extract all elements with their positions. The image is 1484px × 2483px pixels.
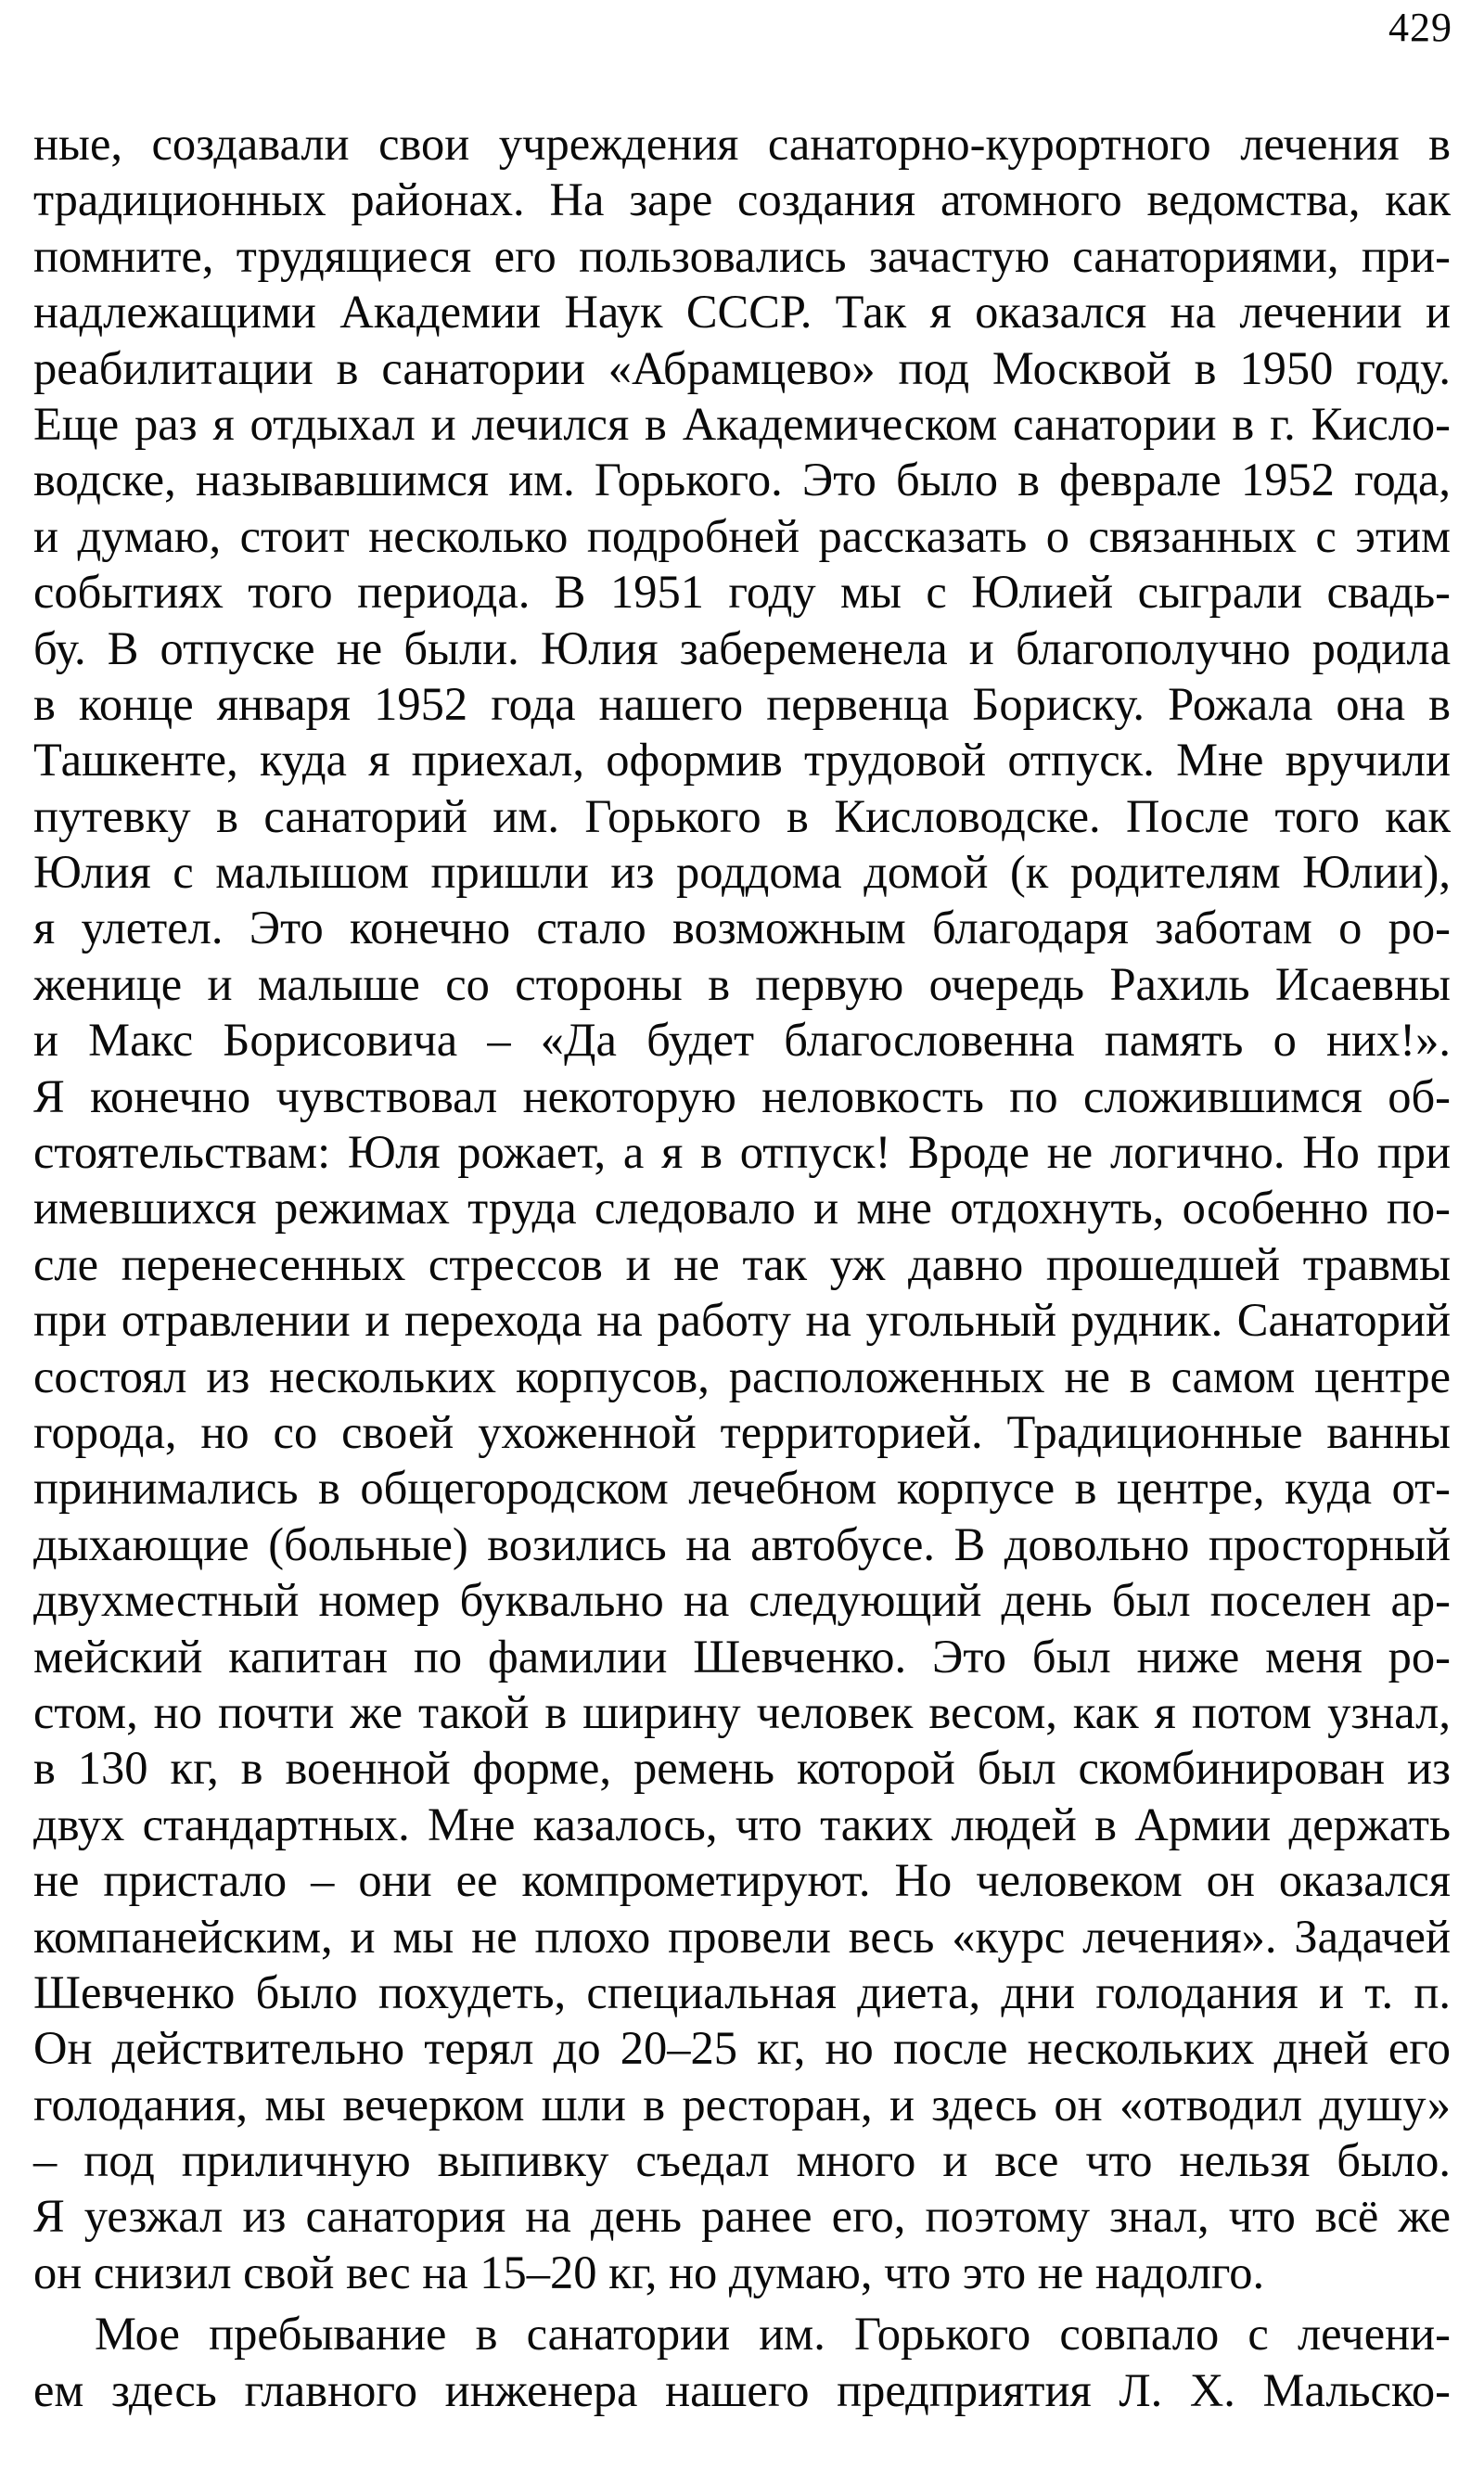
text-line: он снизил свой вес на 15–20 кг, но думаю, что это не надолго. bbox=[33, 2246, 1265, 2298]
text-line: женице и малыше со стороны в первую очередь Рахиль Исаевны bbox=[33, 957, 1451, 1010]
text-line: путевку в санаторий им. Горького в Кисловодске. После того как bbox=[33, 789, 1451, 842]
text-line: Еще раз я отдыхал и лечился в Академическом санатории в г. Кисло- bbox=[33, 397, 1451, 450]
text-line: в 130 кг, в военной форме, ремень которой был скомбинирован из bbox=[33, 1742, 1451, 1795]
text-line: города, но со своей ухоженной территорией. Традиционные ванны bbox=[33, 1405, 1451, 1458]
text-line: стоятельствам: Юля рожает, а я в отпуск! Вроде не логично. Но при bbox=[33, 1126, 1451, 1179]
text-line: мейский капитан по фамилии Шевченко. Это был ниже меня ро- bbox=[33, 1630, 1451, 1683]
text-line: состоял из нескольких корпусов, расположенных не в самом центре bbox=[33, 1350, 1451, 1402]
text-line: сле перенесенных стрессов и не так уж давно прошедшей травмы bbox=[33, 1237, 1451, 1290]
text-line: при отравлении и перехода на работу на угольный рудник. Санаторий bbox=[33, 1294, 1451, 1347]
text-line: двухместный номер буквально на следующий день был поселен ар- bbox=[33, 1574, 1451, 1627]
text-line: бу. В отпуске не были. Юлия забеременела и благополучно родила bbox=[33, 621, 1451, 674]
text-line: водске, называвшимся им. Горького. Это было в феврале 1952 года, bbox=[33, 454, 1451, 506]
paragraph-2 bbox=[33, 2306, 1451, 2418]
page-number: 429 bbox=[1388, 5, 1452, 50]
text-line: Мое пребывание в санатории им. Горького совпало с лечени- bbox=[95, 2308, 1451, 2361]
text-line: Юлия с малышом пришли из роддома домой (к родителям Юлии), bbox=[33, 846, 1451, 899]
text-line: имевшихся режимах труда следовало и мне отдохнуть, особенно по- bbox=[33, 1182, 1451, 1235]
text-line: Я уезжал из санатория на день ранее его, поэтому знал, что всё же bbox=[33, 2190, 1451, 2243]
text-line: ем здесь главного инженера нашего предприятия Л. Х. Мальско- bbox=[33, 2363, 1451, 2416]
text-line: Шевченко было похудеть, специальная диета, дни голодания и т. п. bbox=[33, 1965, 1451, 2018]
text-line: я улетел. Это конечно стало возможным благодаря заботам о ро- bbox=[33, 902, 1451, 954]
text-line: надлежащими Академии Наук СССР. Так я оказался на лечении и bbox=[33, 286, 1451, 339]
text-line: традиционных районах. На заре создания атомного ведомства, как bbox=[33, 173, 1451, 226]
text-line: событиях того периода. В 1951 году мы с Юлией сыграли свадь- bbox=[33, 566, 1451, 619]
text-line: и Макс Борисовича – «Да будет благословенна память о них!». bbox=[33, 1014, 1451, 1067]
text-line: в конце января 1952 года нашего первенца Бориску. Рожала она в bbox=[33, 677, 1451, 730]
text-line: Ташкенте, куда я приехал, оформив трудовой отпуск. Мне вручили bbox=[33, 734, 1451, 787]
text-line: и думаю, стоит несколько подробней рассказать о связанных с этим bbox=[33, 509, 1451, 562]
body-text bbox=[33, 116, 1451, 2418]
paragraph-1 bbox=[33, 116, 1451, 2300]
text-line: принимались в общегородском лечебном корпусе в центре, куда от- bbox=[33, 1462, 1451, 1515]
text-line: – под приличную выпивку съедал много и все что нельзя было. bbox=[33, 2134, 1451, 2187]
text-line: не пристало – они ее компрометируют. Но человеком он оказался bbox=[33, 1854, 1451, 1907]
text-line: ные, создавали свои учреждения санаторно-курортного лечения в bbox=[33, 118, 1451, 170]
text-line: компанейским, и мы не плохо провели весь «курс лечения». Задачей bbox=[33, 1910, 1451, 1963]
text-line: реабилитации в санатории «Абрамцево» под Москвой в 1950 году. bbox=[33, 341, 1451, 394]
text-line: дыхающие (больные) возились на автобусе. В довольно просторный bbox=[33, 1517, 1451, 1570]
text-line: помните, трудящиеся его пользовались зачастую санаториями, при- bbox=[33, 229, 1451, 282]
text-line: стом, но почти же такой в ширину человек весом, как я потом узнал, bbox=[33, 1685, 1451, 1738]
text-line: Он действительно терял до 20–25 кг, но после нескольких дней его bbox=[33, 2022, 1451, 2075]
text-line: Я конечно чувствовал некоторую неловкость по сложившимся об- bbox=[33, 1069, 1451, 1122]
text-line: голодания, мы вечерком шли в ресторан, и здесь он «отводил душу» bbox=[33, 2078, 1451, 2131]
text-line: двух стандартных. Мне казалось, что таких людей в Армии держать bbox=[33, 1798, 1451, 1850]
